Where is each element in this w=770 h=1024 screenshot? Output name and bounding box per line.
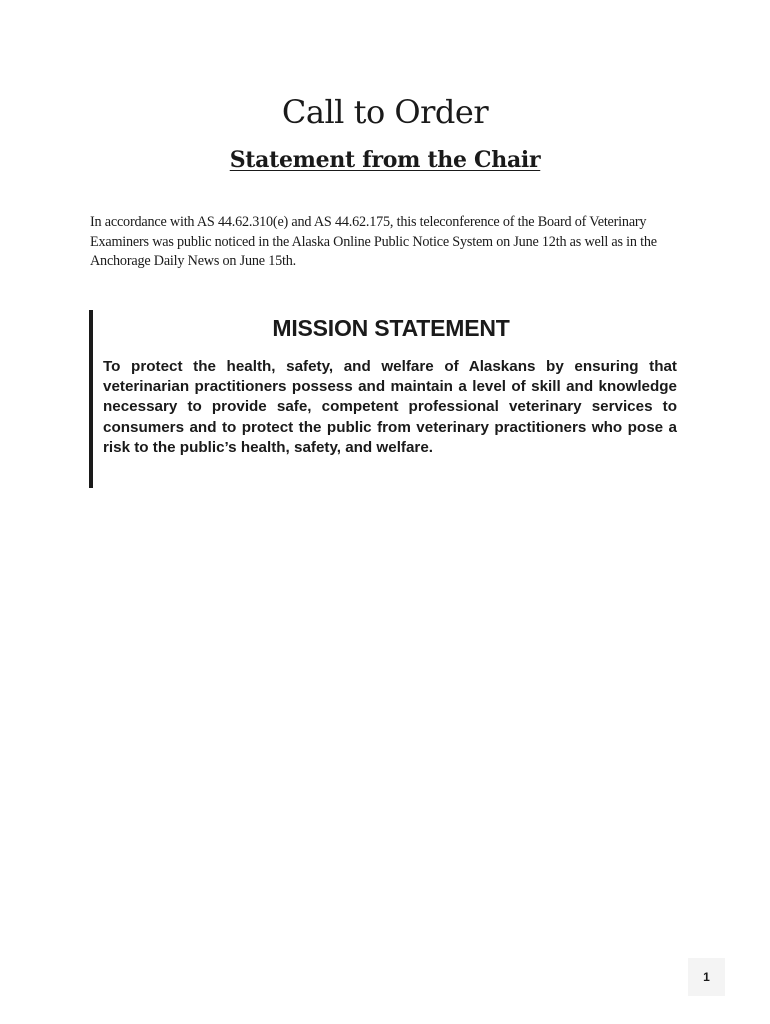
page-subtitle [0,146,770,174]
mission-heading: MISSION STATEMENT [272,315,510,341]
mission-text: To protect the health, safety, and welfare of Alaskans by ensuring that veterinarian practitioners possess and maintain a level of skill and knowledge necessary to provide safe, competent professional veterinary services to consumers and to protect the public from veterinary practitioners who pose a risk to the public’s health, safety, and welfare. [103,358,677,456]
page-number [688,958,725,996]
intro-paragraph: In accordance with AS 44.62.310(e) and AS 44.62.175, this teleconference of the Board of Veterinary Examiners was public noticed in the Alaska Online Public Notice System on June 12th as well as in the Anchorage Daily News on June 15th. [90,214,657,269]
page-number-text: 1 [703,970,710,984]
mission-statement-box [89,310,679,488]
page-subtitle-text: Statement from the Chair [229,147,541,173]
page-title: Call to Order [281,93,489,131]
